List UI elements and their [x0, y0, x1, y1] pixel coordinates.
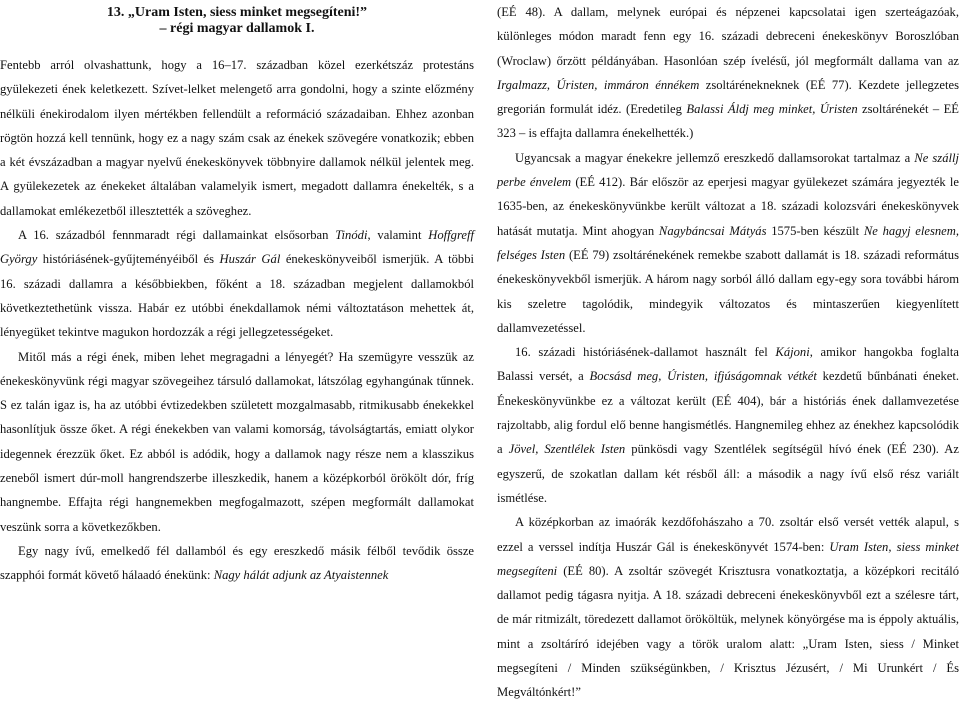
paragraph: (EÉ 48). A dallam, melynek európai és népzenei kapcsolatai igen szerteágazóak, különleges módon maradt fenn egy 16. századi debreceni énekeskönyv Boroszlóban (Wroclaw) őrzött példányában. Hasonlóan szép ívelésű, jól megformált dallama van az Irgalmazz, Úristen, immáron énnékem zsoltárénekneknek (EÉ 77). Kezdete jellegzetes gregorián formulát idéz. (Eredetileg Balassi Áldj meg minket, Úristen zsoltárénekét – EÉ 323 – is effajta dallamra énekelhették.) — [497, 5, 959, 141]
paragraph: Fentebb arról olvashattunk, hogy a 16–17. században közel ezerkétszáz protestáns gyülekezeti ének keletkezett. Szívet-lelket melengető arra gondolni, hogy a szinte előzmény nélküli énekirodalom ilyen mértékben fellendült a reformáció századaiban. Ehhez azonban rögtön hozzá kell tennünk, hogy ez a nagy szám csak az énekek szövegére vonatkozik; ebben a két évszázadban a magyar nyelvű énekeskönyvek többnyire dallamok nélkül jelentek meg. A gyülekezetek az énekeket általában valamelyik ismert, megadott dallamra énekelték, s a dallamokat emlékezetből illesztették a szöveghez. — [0, 58, 474, 218]
paragraph: A középkorban az imaórák kezdőfohászaho a 70. zsoltár első versét vették alapul, s ezzel a verssel indítja Huszár Gál is énekeskönyvét 1574-ben: Uram Isten, siess minket megsegíteni (EÉ 80). A zsoltár szövegét Krisztusra vonatkoztatja, a középkori recitáló dallamot pedig tágasra nyitja. A 18. századi debreceni énekeskönyvből ezt a szélesre tárt, de már ritmizált, töredezett dallamot örököltük, melynek könyörgése ma is éppoly aktuális, mint a zsoltáríró idejében vagy a török uralom alatt: „Uram Isten, siess / Minket megsegíteni / Minden szükségünkben, / Krisztus Jézusért, / Mi Urunkért / És Megváltónkért!” — [497, 515, 959, 700]
paragraph: A 16. századból fennmaradt régi dallamainkat elsősorban Tinódi, valamint Hoffgreff György históriásének-gyűjteményéiből és Huszár Gál énekeskönyveiből ismerjük. A többi 16. századi dallamra a későbbiekben, főként a 18. században megjelent dallamokból következtethetünk vissza. Habár ez utóbbi énekdallamok némi változtatáson mehettek át, lényegüket tekintve magukon hordozzák a régi jellegzetességeket. — [0, 228, 475, 340]
left-column — [0, 0, 474, 588]
paragraph: Mitől más a régi ének, miben lehet megragadni a lényegét? Ha szemügyre vesszük az énekeskönyvünk régi magyar szövegeihez társuló dallamokat, látszólag egyhangúnak tűnnek. S ez talán igaz is, ha az utóbbi évtizedekben született mozgalmasabb, ritmikusabb énekekkel hasonlítjuk össze őket. A régi énekekben van valami komorság, távolságtartás, emiatt olykor idegennek érezzük őket. Ez abból is adódik, hogy a dallamok nagy része nem a klasszikus zeneből ismert dúr-moll hangrendszerbe illeszkedik, hanem a középkorból örökölt dór, fríg hangnembe. Effajta régi hangnemekben megfogalmazott, szépen megformált dallamokat veszünk sorra a következőkben. — [0, 349, 474, 534]
paragraph: 16. századi históriásének-dallamot használt fel Kájoni, amikor hangokba foglalta Balassi versét, a Bocsásd meg, Úristen, ifjúságomnak vétkét kezdetű bűnbánati éneket. Énekeskönyvünkbe ez a változat került (EÉ 404), bár a históriás ének dallamvezetése rajzoltabb, alig fordul elő benne hangismétlés. Hangnemileg ehhez az énekhez kapcsolódik a Jövel, Szentlélek Isten pünkösdi vagy Szentlélek segítségül hívó ének (EÉ 230). Az egyszerű, de szokatlan dallam két résből áll: a második a nagy ívű első rész variált ismétlése. — [497, 345, 959, 505]
right-column — [497, 0, 959, 705]
chapter-title-line2: – régi magyar dallamok I. — [159, 21, 315, 36]
paragraph: Egy nagy ívű, emelkedő fél dallamból és egy ereszkedő másik félből tevődik össze szapphói formát követő hálaadó énekünk: Nagy hálát adjunk az Atyaistennek — [0, 543, 474, 583]
paragraph: Ugyancsak a magyar énekekre jellemző ereszkedő dallamsorokat tartalmaz a Ne szállj perbe énvelem (EÉ 412). Bár először az eperjesi magyar gyülekezet számára jegyezték le 1635-ben, az énekeskönyvünkbe került változat a 18. századi kolozsvári énekeskönyvek hatását mutatja. Mint ahogyan Nagybáncsai Mátyás 1575-ben készült Ne hagyj elesnem, felséges Isten (EÉ 79) zsoltárénekének remekbe szabott dallamát is 18. századi református énekeskönyvekből ismerjük. A három nagy sorból álló dallam egy-egy sora további három kis szeletre tagolódik, mindegyik változatos és mintaszerűen kiegyenlített dallamvezetéssel. — [497, 150, 959, 335]
chapter-title-line1: 13. „Uram Isten, siess minket megsegíteni!” — [106, 5, 368, 20]
